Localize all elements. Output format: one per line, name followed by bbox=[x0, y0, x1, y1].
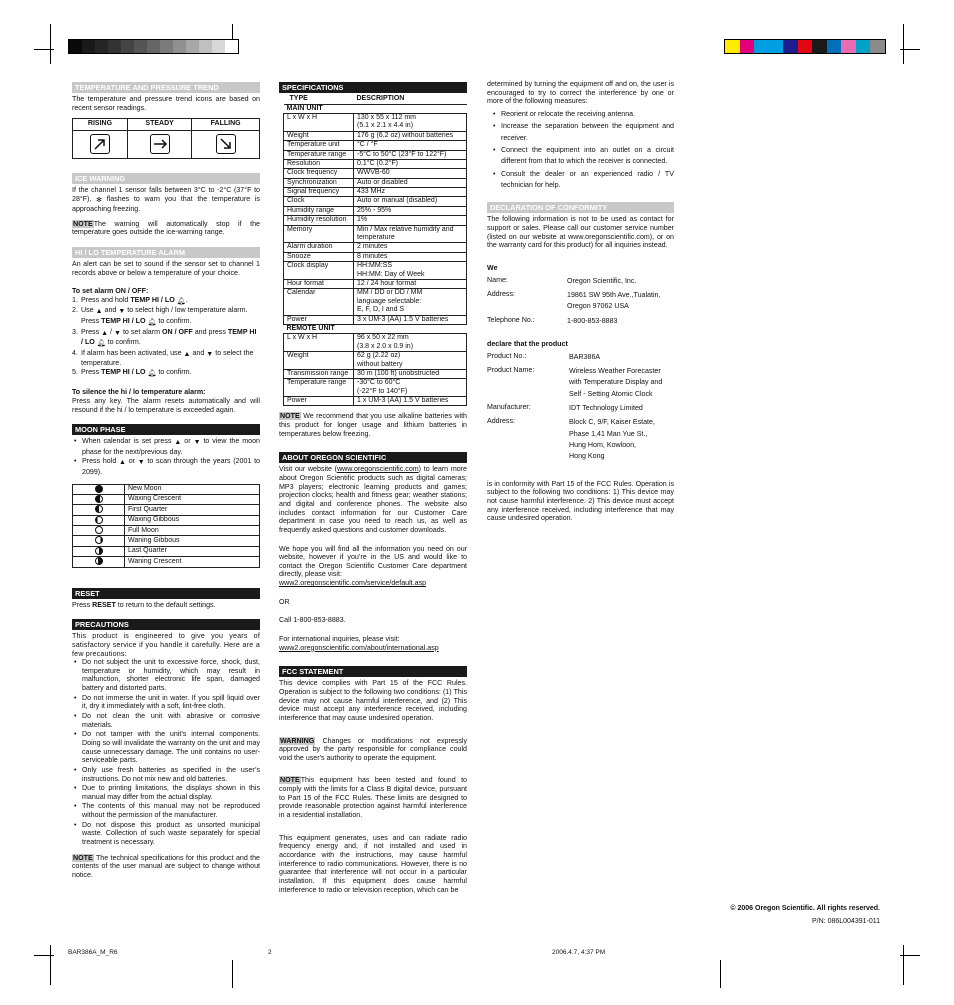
copyright: © 2006 Oregon Scientific. All rights reserved. bbox=[730, 905, 880, 912]
section-heading-precautions: PRECAUTIONS bbox=[72, 619, 260, 630]
precaution-item: • Do not dispose this product as unsorted municipal waste. Collection of such waste separately for special treatment is necessary. bbox=[82, 821, 260, 847]
alarm-step: 1. Press and hold TEMP HI / LO 🔔︎. bbox=[72, 295, 188, 305]
gray-swatch bbox=[147, 40, 160, 53]
column-1 bbox=[72, 82, 260, 880]
spec-row: Temperature range -30°C to 60°C (-22°F to 140°F) bbox=[284, 379, 467, 397]
gray-swatch bbox=[186, 40, 199, 53]
moon-phase-table: New Moon Waxing Crescent First Quarter Waxing Gibbous Full Moon Waning Gibbous Last Quarter Waning Crescent bbox=[72, 484, 260, 568]
alarm-step: 4. If alarm has been activated, use ▲ and ▼ to select the temperature. bbox=[72, 348, 254, 368]
measure-item: • Reorient or relocate the receiving antenna. bbox=[501, 109, 674, 120]
part-number: P/N: 086L004391-011 bbox=[812, 918, 880, 925]
color-swatch bbox=[812, 40, 827, 53]
section-heading-specifications: SPECIFICATIONS bbox=[279, 82, 467, 93]
gray-swatch bbox=[69, 40, 82, 53]
gray-swatch bbox=[108, 40, 121, 53]
precautions-note: NOTE The technical specifications for this product and the contents of the user manual are subject to change without notice. bbox=[72, 853, 261, 879]
section-heading-declaration: DECLARATION OF CONFORMITY bbox=[487, 202, 674, 213]
spec-row: Clock Auto or manual (disabled) bbox=[284, 197, 467, 206]
crop-mark bbox=[900, 49, 920, 50]
up-arrow-icon: ▲ bbox=[183, 350, 191, 358]
website-link[interactable]: www.oregonscientific.com bbox=[337, 465, 419, 474]
international-link[interactable]: www2.oregonscientific.com/about/international.asp bbox=[279, 643, 439, 652]
spec-section: REMOTE UNIT bbox=[284, 324, 467, 333]
declaration-we: We bbox=[487, 263, 498, 272]
measure-item: • Increase the separation between the equipment and receiver. bbox=[501, 121, 674, 144]
precaution-item: • Do not tamper with the unit’s internal components. Doing so will invalidate the warranty on the unit and may cause unnecessary damage. The unit contains no user-serviceable parts. bbox=[82, 730, 260, 765]
declaration-p: The following information is not to be used as contact for support or sales. Please call our customer service number (listed on our website at www.oregonscientific.com), or on the warranty card for this product) for all inquiries instead. bbox=[487, 215, 674, 250]
spec-row: Weight 62 g (2.22 oz) without battery bbox=[284, 352, 467, 370]
alarm-desc: An alert can be set to sound if the sensor set to channel 1 records above or below a temperature of your choice. bbox=[72, 260, 260, 277]
spec-table: TYPE DESCRIPTION MAIN UNIT L x W x H 130 x 55 x 112 mm (5.1 x 2.1 x 4.4 in) Weight 176 g (6.2 oz) without batteries Temperature unit °C / °F Temperature range -5°C to 50°C (23°F to 122°F) Resolution 0.1°C (0.2°F) Clock frequency WWVB-60 Synchronization Auto or disabled Signal frequency 433 MHz Clock Auto or manual (disabled) Humidity range 25% - 95% Humidity resolution 1% Memory Min / Max relative humidity and temperature Alarm duration 2 minutes Snooze 8 minutes Clock display HH:MM:SS HH:MM: Day of Week Hour format 12 / 24 hour format Calendar MM / DD or DD / MM language selectable: E, F, D, I and S Power 3 x UM-3 (AA) 1.5 V batteries REMOTE UNIT L x W x H 96 x 50 x 22 mm (3.8 x 2.0 x 0.9 in) Weight 62 g (2.22 oz) without battery Transmission range 30 m (100 ft) unobstructed Temperature range -30°C to 60°C (-22°F to 140°F) Power 1 x UM-3 (AA) 1.5 V batteries bbox=[283, 95, 467, 406]
falling-arrow-icon bbox=[216, 134, 236, 154]
spec-row: L x W x H 130 x 55 x 112 mm (5.1 x 2.1 x 4.4 in) bbox=[284, 113, 467, 131]
about-intl: For international inquiries, please visit: bbox=[279, 635, 400, 644]
alarm-bell-icon: 🔔︎ bbox=[147, 318, 157, 326]
fcc-warning: WARNING Changes or modifications not expressly approved by the party responsible for compliance could void the user's authority to operate the equipment. bbox=[279, 736, 467, 762]
footer-page: 2 bbox=[268, 949, 272, 956]
gray-swatch bbox=[212, 40, 225, 53]
spec-row: Synchronization Auto or disabled bbox=[284, 178, 467, 187]
crop-mark bbox=[903, 24, 904, 64]
alarm-bell-icon: 🔔︎ bbox=[176, 297, 186, 305]
alarm-set-title: To set alarm ON / OFF: bbox=[72, 287, 149, 296]
alarm-bell-icon: 🔔︎ bbox=[96, 340, 106, 348]
crop-mark bbox=[34, 955, 54, 956]
down-arrow-icon: ▼ bbox=[137, 459, 145, 467]
waning-crescent-icon bbox=[95, 557, 103, 565]
fcc-continued: determined by turning the equipment off and on, the user is encouraged to try to correct the interference by one or more of the following measures: bbox=[487, 80, 674, 106]
snowflake-icon: ✻ bbox=[96, 196, 102, 204]
crop-mark bbox=[34, 49, 54, 50]
rising-arrow-icon bbox=[90, 134, 110, 154]
spec-row: Resolution 0.1°C (0.2°F) bbox=[284, 159, 467, 168]
fcc-p3: This equipment generates, uses and can radiate radio frequency energy and, if not installed and used in accordance with the instructions, may cause harmful interference to radio communications. However, there is no guarantee that interference will not occur in a particular installation. If this equipment does cause harmful interference to radio or television reception, which can be bbox=[279, 833, 467, 894]
section-heading-trend: TEMPERATURE AND PRESSURE TREND bbox=[72, 82, 260, 93]
section-heading-moon: MOON PHASE bbox=[72, 424, 260, 435]
fcc-p1: This device complies with Part 15 of the FCC Rules. Operation is subject to the following two conditions: (1) This device may not cause harmful interference, and (2) This device must accept any interference received, including interference that may cause undesired operation. bbox=[279, 679, 467, 722]
gray-swatch bbox=[199, 40, 212, 53]
spec-section: MAIN UNIT bbox=[284, 104, 467, 113]
color-swatch bbox=[856, 40, 871, 53]
ice-note: NOTEThe warning will automatically stop if the temperature goes outside the ice-warning range. bbox=[72, 219, 260, 237]
spec-row: Humidity range 25% - 95% bbox=[284, 206, 467, 215]
down-arrow-icon: ▼ bbox=[193, 439, 201, 447]
precaution-item: • Do not subject the unit to excessive force, shock, dust, temperature or humidity, which may result in malfunction, shorter electronic life span, damaged battery and distorted parts. bbox=[82, 658, 260, 693]
last-quarter-icon bbox=[95, 547, 103, 555]
waning-gibbous-icon bbox=[95, 536, 103, 544]
about-call: Call 1-800-853-8883. bbox=[279, 616, 346, 625]
section-heading-about: ABOUT OREGON SCIENTIFIC bbox=[279, 452, 467, 463]
section-heading-ice: ICE WARNING bbox=[72, 173, 260, 184]
measure-item: • Connect the equipment into an outlet on a circuit different from that to which the receiver is connected. bbox=[501, 145, 674, 168]
moon-bullets: • When calendar is set press ▲ or ▼ to view the moon phase for the next/previous day. • Press hold ▲ or ▼ to scan through the years (2001 to 2099). bbox=[72, 437, 260, 476]
crop-mark bbox=[900, 955, 920, 956]
steady-arrow-icon bbox=[150, 134, 170, 154]
gray-swatch bbox=[225, 40, 238, 53]
grayscale-bar bbox=[68, 39, 239, 54]
alarm-step: 3. Press ▲ / ▼ to set alarm ON / OFF and press TEMP HI / LO 🔔︎ to confirm. bbox=[72, 327, 257, 348]
reset-desc: Press RESET to return to the default settings. bbox=[72, 600, 216, 609]
color-swatch bbox=[841, 40, 856, 53]
new-moon-icon bbox=[95, 485, 103, 493]
first-quarter-icon bbox=[95, 505, 103, 513]
spec-row: Calendar MM / DD or DD / MM language selectable: E, F, D, I and S bbox=[284, 289, 467, 315]
trend-col-falling: FALLING bbox=[192, 119, 260, 131]
precaution-item: • Only use fresh batteries as specified in the user’s instructions. Do not mix new and old batteries. bbox=[82, 766, 260, 783]
waxing-gibbous-icon bbox=[95, 516, 103, 524]
down-arrow-icon: ▼ bbox=[206, 350, 214, 358]
spec-row: Signal frequency 433 MHz bbox=[284, 188, 467, 197]
spec-row: Snooze 8 minutes bbox=[284, 252, 467, 261]
precaution-item: • Due to printing limitations, the displays shown in this manual may differ from the actual display. bbox=[82, 784, 260, 801]
spec-row: Transmission range 30 m (100 ft) unobstructed bbox=[284, 369, 467, 378]
declaration-conformity: is in conformity with Part 15 of the FCC Rules. Operation is subject to the following two conditions: 1) This device may not cause harmful interference. 2) This device must accept any interference received, including interference that may cause undesired operation. bbox=[487, 479, 674, 523]
spec-row: Power 3 x UM-3 (AA) 1.5 V batteries bbox=[284, 315, 467, 324]
service-link[interactable]: www2.oregonscientific.com/service/default.asp bbox=[279, 579, 427, 588]
alarm-step: 2. Use ▲ and ▼ to select high / low temperature alarm. Press TEMP HI / LO 🔔︎ to confirm. bbox=[72, 306, 248, 326]
up-arrow-icon: ▲ bbox=[95, 308, 103, 316]
trend-desc: The temperature and pressure trend icons are based on recent sensor readings. bbox=[72, 95, 260, 112]
down-arrow-icon: ▼ bbox=[118, 308, 126, 316]
section-heading-alarm: HI / LO TEMPERATURE ALARM bbox=[72, 247, 260, 258]
trend-col-rising: RISING bbox=[73, 119, 128, 131]
color-swatch bbox=[740, 40, 755, 53]
alarm-step: 5. Press TEMP HI / LO 🔔︎ to confirm. bbox=[72, 367, 192, 377]
alarm-bell-icon: 🔔︎ bbox=[147, 369, 157, 377]
crop-mark bbox=[232, 960, 233, 988]
color-swatch bbox=[798, 40, 813, 53]
precaution-item: • Do not clean the unit with abrasive or corrosive materials. bbox=[82, 712, 260, 729]
up-arrow-icon: ▲ bbox=[174, 439, 182, 447]
precautions-intro: This product is engineered to give you years of satisfactory service if you handle it carefully. Here are a few precautions: bbox=[72, 632, 260, 658]
spec-row: Humidity resolution 1% bbox=[284, 216, 467, 225]
about-or: OR bbox=[279, 597, 290, 606]
alarm-silence-title: To silence the hi / lo temperature alarm: bbox=[72, 388, 206, 397]
ice-desc: If the channel 1 sensor falls between 3°C to -2°C (37°F to 28°F), ✻ flashes to warn you that the temperature is approaching freezing. bbox=[72, 185, 260, 214]
footer-file: BAR386A_M_R6 bbox=[68, 949, 118, 956]
color-swatch bbox=[783, 40, 798, 53]
gray-swatch bbox=[173, 40, 186, 53]
spec-row: Power 1 x UM-3 (AA) 1.5 V batteries bbox=[284, 397, 467, 406]
fcc-measures bbox=[487, 109, 674, 191]
crop-mark bbox=[50, 24, 51, 64]
color-swatch bbox=[769, 40, 784, 53]
gray-swatch bbox=[134, 40, 147, 53]
color-swatch bbox=[725, 40, 740, 53]
alarm-silence: Press any key. The alarm resets automatically and will resound if the hi / lo temperature is exceeded again. bbox=[72, 396, 260, 414]
spec-row: Temperature unit °C / °F bbox=[284, 141, 467, 150]
about-p1: Visit our website (www.oregonscientific.com) to learn more about Oregon Scientific products such as digital cameras; MP3 players; electronic learning products and games; projection clocks; health and fitness gear; weather stations; and digital and conference phones. The website also includes contact information for our Customer Care department in case you need to reach us, as well as frequently asked questions and customer downloads. bbox=[279, 465, 467, 534]
up-arrow-icon: ▲ bbox=[101, 329, 109, 337]
color-bar bbox=[724, 39, 886, 54]
trend-col-steady: STEADY bbox=[127, 119, 191, 131]
waxing-crescent-icon bbox=[95, 495, 103, 503]
measure-item: • Consult the dealer or an experienced radio / TV technician for help. bbox=[501, 169, 674, 192]
column-3: determined by turning the equipment off and on, the user is encouraged to try to correct the interference by one or more of the following measures: • Reorient or relocate the receiving antenna. • Increase the separation between the equipment and receiver. • Connect the equipment into an outlet on a circuit different from that to which the receiver is connected. • Consult the dealer or an experienced radio / TV technician for help. DECLARATION OF CONFORMITY The following information is not to be used as contact for support or sales. Please call our customer service number (listed on our website at www.oregonscientific.com), or on the warranty card for this product) for all inquiries instead. We Name: Oregon Scientific, Inc. Address: 19861 SW 95th Ave.,Tualatin, Oregon 97062 USA Telephone No.: 1-800-853-8883 declare that the product Product No.: BAR386A Product Name: Wireless Weather Forecaster with Temperature Display and Self - Setting Atomic Clock Manufacturer: IDT Technology Limited Address: Block C, 9/F, Kaiser Estate, Phase 1,41 Man Yue St., Hung Hom, Kowloon, Hong Kong is in conformity with Part 15 of the FCC Rules. Operation is subject to the following two conditions: 1) This device may not cause harmful interference. 2) This device must accept any interference received, including interference that may cause undesired operation. bbox=[487, 80, 674, 523]
gray-swatch bbox=[121, 40, 134, 53]
column-2 bbox=[279, 82, 467, 894]
spec-row: Weight 176 g (6.2 oz) without batteries bbox=[284, 131, 467, 140]
spec-row: Alarm duration 2 minutes bbox=[284, 243, 467, 252]
precautions-list bbox=[72, 658, 260, 846]
spec-row: Memory Min / Max relative humidity and temperature bbox=[284, 225, 467, 243]
full-moon-icon bbox=[95, 526, 103, 534]
spec-row: Temperature range -5°C to 50°C (23°F to 122°F) bbox=[284, 150, 467, 159]
up-arrow-icon: ▲ bbox=[119, 459, 126, 467]
section-heading-fcc: FCC STATEMENT bbox=[279, 666, 467, 677]
gray-swatch bbox=[95, 40, 108, 53]
alarm-steps bbox=[72, 296, 260, 378]
precaution-item: • Do not immerse the unit in water. If you spill liquid over it, dry it immediately with a soft, lint-free cloth. bbox=[82, 694, 260, 711]
spec-row: L x W x H 96 x 50 x 22 mm (3.8 x 2.0 x 0.9 in) bbox=[284, 334, 467, 352]
crop-mark bbox=[903, 945, 904, 985]
gray-swatch bbox=[160, 40, 173, 53]
crop-mark bbox=[720, 960, 721, 988]
spec-note: NOTE We recommend that you use alkaline batteries with this product for longer usage and lithium batteries in temperatures below freezing. bbox=[279, 412, 467, 438]
spec-row: Clock frequency WWVB-60 bbox=[284, 169, 467, 178]
crop-mark bbox=[50, 945, 51, 985]
footer-date: 2006.4.7, 4:37 PM bbox=[552, 949, 606, 956]
color-swatch bbox=[754, 40, 769, 53]
fcc-note: NOTEThis equipment has been tested and found to comply with the limits for a Class B digital device, pursuant to Part 15 of the FCC Rules. These limits are designed to provide reasonable protection against harmful interference in a residential installation. bbox=[279, 776, 467, 820]
declaration-declare: declare that the product bbox=[487, 339, 568, 348]
precaution-item: • The contents of this manual may not be reproduced without the permission of the manufacturer. bbox=[82, 802, 260, 819]
color-swatch bbox=[827, 40, 842, 53]
section-heading-reset: RESET bbox=[72, 588, 260, 599]
trend-table bbox=[72, 118, 260, 159]
about-p2: We hope you will find all the information you need on our website, however if you’re in the US and would like to contact the Oregon Scientific Customer Care department directly, please visit: bbox=[279, 544, 467, 579]
spec-row: Hour format 12 / 24 hour format bbox=[284, 279, 467, 288]
down-arrow-icon: ▼ bbox=[114, 329, 121, 337]
gray-swatch bbox=[82, 40, 95, 53]
spec-row: Clock display HH:MM:SS HH:MM: Day of Week bbox=[284, 262, 467, 280]
color-swatch bbox=[870, 40, 885, 53]
